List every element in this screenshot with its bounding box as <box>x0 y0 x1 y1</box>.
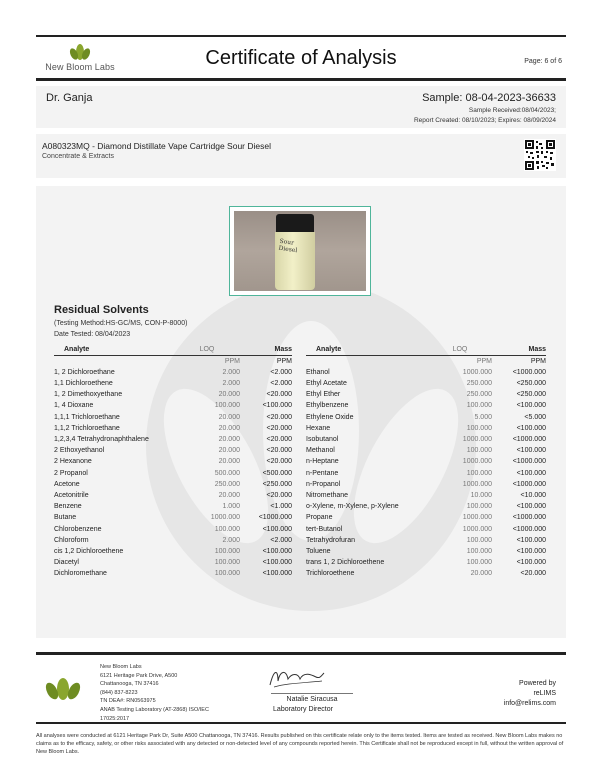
vial-label-line2: Diesel <box>278 244 298 255</box>
table-row <box>54 400 292 411</box>
table-row <box>306 546 546 557</box>
table-row <box>54 378 292 389</box>
col-analyte: Analyte <box>306 344 428 355</box>
loq-cell: 2.000 <box>222 536 240 544</box>
mass-cell: <100.000 <box>516 559 546 567</box>
col-analyte: Analyte <box>54 344 174 355</box>
loq-cell: 1000.000 <box>462 525 492 533</box>
mass-cell: <1000.000 <box>512 368 546 376</box>
document-title: Certificate of Analysis <box>205 47 397 69</box>
analyte-cell: Methanol <box>306 447 335 455</box>
analyte-cell: 2 Propanol <box>54 469 88 477</box>
table-row <box>306 423 546 434</box>
client-info <box>36 86 566 128</box>
table-row <box>306 501 546 512</box>
loq-cell: 100.000 <box>466 424 492 432</box>
mass-cell: <2.000 <box>270 368 292 376</box>
analyte-cell: Nitromethane <box>306 491 349 499</box>
product-info <box>36 134 566 178</box>
testing-method: (Testing Method:HS-GC/MS, CON-P-8000) <box>54 320 188 327</box>
analyte-cell: Ethyl Ether <box>306 391 341 399</box>
table-row <box>306 524 546 535</box>
loq-cell: 20.000 <box>218 435 240 443</box>
analyte-cell: cis 1,2 Dichloroethene <box>54 547 124 555</box>
loq-cell: 20.000 <box>470 570 492 578</box>
vial-handwritten-label <box>278 238 299 254</box>
loq-cell: 1.000 <box>222 503 240 511</box>
date-tested: Date Tested: 08/04/2023 <box>54 331 131 338</box>
analyte-cell: Propane <box>306 514 333 522</box>
table-row <box>306 479 546 490</box>
loq-cell: 100.000 <box>466 447 492 455</box>
col-loq: LOQ <box>174 344 240 355</box>
col-loq: LOQ <box>428 344 492 355</box>
loq-cell: 1000.000 <box>462 458 492 466</box>
loq-cell: 5.000 <box>474 413 492 421</box>
sample-photo <box>229 206 371 296</box>
loq-unit: PPM <box>224 357 240 365</box>
table-row <box>54 389 292 400</box>
mass-cell: <100.000 <box>262 559 292 567</box>
mass-cell: <20.000 <box>520 570 546 578</box>
analyte-cell: 1, 2 Dimethoxyethane <box>54 391 123 399</box>
mass-cell: <100.000 <box>262 402 292 410</box>
table-row <box>54 546 292 557</box>
vial-cap <box>276 214 314 234</box>
sample-image <box>234 211 366 291</box>
loq-cell: 100.000 <box>214 570 240 578</box>
mass-cell: <1000.000 <box>512 458 546 466</box>
analyte-cell: n-Pentane <box>306 469 339 477</box>
analyte-cell: 1,1 Dichloroethene <box>54 379 113 387</box>
address-line: Chattanooga, TN 37416 <box>100 681 159 688</box>
mass-cell: <20.000 <box>266 391 292 399</box>
contact-email[interactable]: info@relims.com <box>503 700 556 707</box>
mass-cell: <1000.000 <box>512 514 546 522</box>
loq-cell: 1000.000 <box>462 514 492 522</box>
page-number: Page: 6 of 6 <box>524 58 562 65</box>
report-dates: Report Created: 08/10/2023; Expires: 08/09/2024 <box>413 117 556 124</box>
analyte-cell: n-Propanol <box>306 480 341 488</box>
mass-cell: <250.000 <box>516 379 546 387</box>
table-row <box>54 479 292 490</box>
mass-cell: <100.000 <box>516 402 546 410</box>
mass-cell: <2.000 <box>270 379 292 387</box>
mass-cell: <250.000 <box>516 391 546 399</box>
loq-cell: 100.000 <box>214 525 240 533</box>
loq-unit: PPM <box>476 357 492 365</box>
col-mass: Mass <box>240 344 292 355</box>
vial-label-line1: Sour <box>279 237 295 247</box>
table-row <box>306 568 546 579</box>
loq-cell: 20.000 <box>218 424 240 432</box>
loq-cell: 100.000 <box>466 547 492 555</box>
director-signature <box>264 665 328 691</box>
mass-cell: <20.000 <box>266 458 292 466</box>
mass-cell: <100.000 <box>516 424 546 432</box>
analyte-cell: 1,1,1 Trichloroethane <box>54 413 120 421</box>
analyte-cell: Chlorobenzene <box>54 525 102 533</box>
address-line: ANAB Testing Laboratory (AT-2868) ISO/IEC <box>100 706 209 713</box>
analyte-cell: Benzene <box>54 503 82 511</box>
mass-cell: <2.000 <box>270 536 292 544</box>
analyte-cell: 2 Ethoxyethanol <box>54 447 105 455</box>
table-row <box>306 468 546 479</box>
mass-cell: <1000.000 <box>512 480 546 488</box>
sample-received: Sample Received:08/04/2023; <box>468 107 556 114</box>
powered-by-label: Powered by <box>519 680 556 687</box>
disclaimer: All analyses were conducted at 6121 Heritage Park Dr, Suite A500 Chattanooga, TN 37416. Results published on this certificate relate only to the items tested. Items are tested as received. New Bloom Labs makes no claims as to the efficacy, safety, or other risks associated with any detected or non-detected level of any compounds reported herein. This Certificate shall not be reproduced except in full, without the written approval of New Bloom Labs. <box>36 733 564 755</box>
analyte-cell: Tetrahydrofuran <box>306 536 356 544</box>
loq-cell: 20.000 <box>218 413 240 421</box>
loq-cell: 250.000 <box>214 480 240 488</box>
mass-cell: <1000.000 <box>258 514 292 522</box>
analyte-cell: Ethanol <box>306 368 330 376</box>
mass-cell: <20.000 <box>266 413 292 421</box>
table-row <box>54 367 292 378</box>
table-row <box>306 490 546 501</box>
sample-id: Sample: 08-04-2023-36633 <box>422 92 556 104</box>
table-row <box>306 412 546 423</box>
mass-cell: <100.000 <box>516 503 546 511</box>
loq-cell: 500.000 <box>214 469 240 477</box>
table-header-row <box>54 344 292 355</box>
loq-cell: 100.000 <box>466 503 492 511</box>
analyte-cell: n-Heptane <box>306 458 339 466</box>
address-line: (844) 837-8223 <box>100 689 138 696</box>
product-category: Concentrate & Extracts <box>42 153 114 160</box>
loq-cell: 100.000 <box>214 547 240 555</box>
table-row <box>306 367 546 378</box>
mass-unit: PPM <box>276 357 292 365</box>
loq-cell: 250.000 <box>466 391 492 399</box>
loq-cell: 20.000 <box>218 458 240 466</box>
loq-cell: 100.000 <box>466 559 492 567</box>
analyte-cell: Dichloromethane <box>54 570 107 578</box>
table-row <box>306 434 546 445</box>
mass-cell: <20.000 <box>266 435 292 443</box>
client-name: Dr. Ganja <box>46 92 93 104</box>
units-row <box>306 355 546 367</box>
loq-cell: 1000.000 <box>462 480 492 488</box>
mass-cell: <500.000 <box>262 469 292 477</box>
analyte-cell: 2 Hexanone <box>54 458 92 466</box>
units-row <box>54 355 292 367</box>
address-line: 6121 Heritage Park Drive, A500 <box>100 672 178 679</box>
mass-cell: <100.000 <box>516 447 546 455</box>
table-row <box>306 400 546 411</box>
loq-cell: 20.000 <box>218 391 240 399</box>
footer-leaf-logo-icon <box>44 677 82 701</box>
table-row <box>54 434 292 445</box>
table-row <box>54 468 292 479</box>
loq-cell: 2.000 <box>222 379 240 387</box>
mass-cell: <5.000 <box>524 413 546 421</box>
mass-cell: <20.000 <box>266 424 292 432</box>
solvents-table-left <box>54 344 292 580</box>
mass-cell: <100.000 <box>516 547 546 555</box>
analyte-cell: 1,2,3,4 Tetrahydronaphthalene <box>54 435 149 443</box>
table-header-row <box>306 344 546 355</box>
qr-code-icon[interactable] <box>524 139 556 171</box>
table-row <box>306 378 546 389</box>
address-line: TN DEA#: RN0563975 <box>100 698 156 705</box>
results-panel <box>36 186 566 638</box>
mass-cell: <100.000 <box>262 570 292 578</box>
analyte-cell: Chloroform <box>54 536 89 544</box>
mass-cell: <20.000 <box>266 447 292 455</box>
analyte-cell: Trichloroethene <box>306 570 355 578</box>
loq-cell: 20.000 <box>218 491 240 499</box>
table-row <box>54 423 292 434</box>
mass-cell: <10.000 <box>520 491 546 499</box>
table-row <box>306 389 546 400</box>
table-row <box>54 412 292 423</box>
loq-cell: 250.000 <box>466 379 492 387</box>
mass-cell: <20.000 <box>266 491 292 499</box>
table-row <box>54 535 292 546</box>
analyte-cell: Butane <box>54 514 77 522</box>
mass-cell: <100.000 <box>516 536 546 544</box>
mass-cell: <100.000 <box>262 525 292 533</box>
header <box>36 35 566 81</box>
loq-cell: 100.000 <box>466 536 492 544</box>
table-row <box>54 568 292 579</box>
table-row <box>54 501 292 512</box>
loq-cell: 100.000 <box>214 559 240 567</box>
analyte-cell: tert-Butanol <box>306 525 343 533</box>
analyte-cell: Isobutanol <box>306 435 339 443</box>
table-row <box>306 557 546 568</box>
product-name: A080323MQ - Diamond Distillate Vape Cartridge Sour Diesel <box>42 141 271 151</box>
loq-cell: 1000.000 <box>462 435 492 443</box>
footer <box>36 652 566 724</box>
analyte-cell: 1, 2 Dichloroethane <box>54 368 115 376</box>
signer-title: Laboratory Director <box>273 706 333 713</box>
table-row <box>54 557 292 568</box>
table-row <box>54 524 292 535</box>
analyte-cell: Diacetyl <box>54 559 79 567</box>
analyte-cell: 1,1,2 Trichloroethane <box>54 424 120 432</box>
address-line: 17025:2017 <box>100 715 130 722</box>
powered-by-name: reLIMS <box>533 690 556 697</box>
analyte-cell: Acetone <box>54 480 80 488</box>
logo-text: New Bloom Labs <box>45 62 115 72</box>
mass-cell: <1000.000 <box>512 525 546 533</box>
signer-name: Natalie Siracusa <box>271 693 353 703</box>
powered-by <box>504 679 556 709</box>
analyte-cell: Acetonitrile <box>54 491 89 499</box>
mass-unit: PPM <box>530 357 546 365</box>
loq-cell: 20.000 <box>218 447 240 455</box>
col-mass: Mass <box>492 344 546 355</box>
mass-cell: <250.000 <box>262 480 292 488</box>
analyte-cell: Ethylene Oxide <box>306 413 354 421</box>
mass-cell: <1.000 <box>270 503 292 511</box>
table-row <box>54 512 292 523</box>
loq-cell: 100.000 <box>214 402 240 410</box>
mass-cell: <1000.000 <box>512 435 546 443</box>
lab-address <box>100 663 209 723</box>
mass-cell: <100.000 <box>516 469 546 477</box>
table-row <box>306 445 546 456</box>
table-row <box>54 490 292 501</box>
loq-cell: 1000.000 <box>462 368 492 376</box>
analyte-cell: Ethyl Acetate <box>306 379 347 387</box>
address-line: New Bloom Labs <box>100 664 142 670</box>
table-row <box>54 445 292 456</box>
loq-cell: 2.000 <box>222 368 240 376</box>
analyte-cell: Ethylbenzene <box>306 402 349 410</box>
analyte-cell: o-Xylene, m-Xylene, p-Xylene <box>306 503 399 511</box>
analyte-cell: trans 1, 2 Dichloroethene <box>306 559 385 567</box>
table-row <box>306 512 546 523</box>
table-row <box>306 535 546 546</box>
mass-cell: <100.000 <box>262 547 292 555</box>
loq-cell: 100.000 <box>466 402 492 410</box>
analyte-cell: 1, 4 Dioxane <box>54 402 94 410</box>
solvents-table-right <box>306 344 546 580</box>
loq-cell: 10.000 <box>470 491 492 499</box>
loq-cell: 1000.000 <box>210 514 240 522</box>
analyte-cell: Toluene <box>306 547 331 555</box>
table-row <box>54 456 292 467</box>
analyte-cell: Hexane <box>306 424 331 432</box>
loq-cell: 100.000 <box>466 469 492 477</box>
table-row <box>306 456 546 467</box>
section-title: Residual Solvents <box>54 304 149 316</box>
